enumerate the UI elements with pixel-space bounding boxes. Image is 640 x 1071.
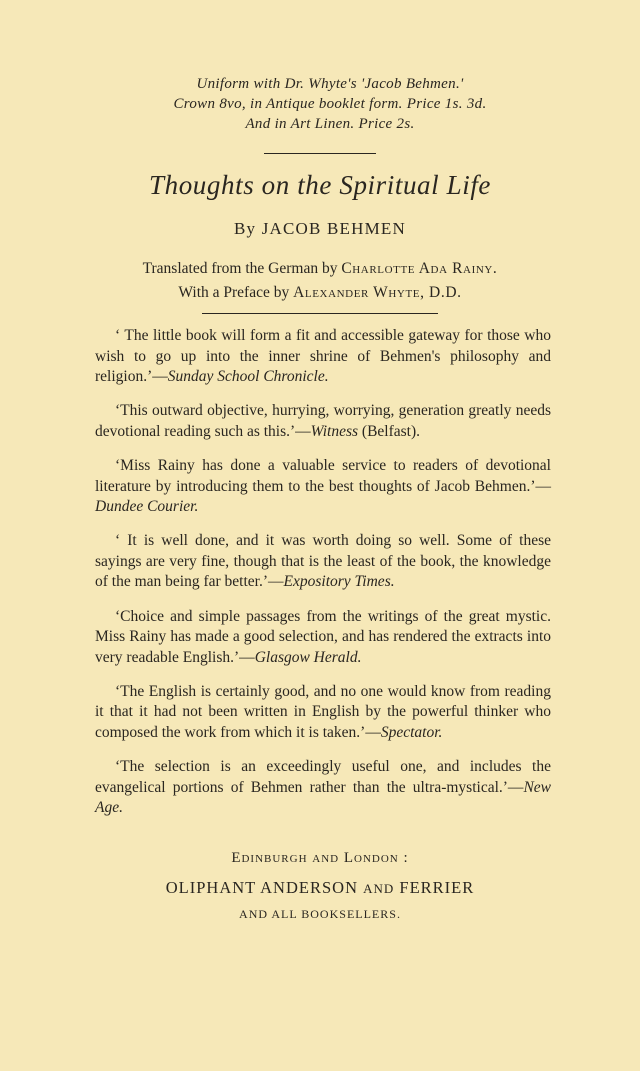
preface-author: Alexander Whyte, D.D.	[293, 284, 462, 301]
review-text: ‘This outward objective, hurrying, worrying, generation greatly needs devotional reading such as this.’—	[95, 402, 551, 440]
review-source-suffix: (Belfast).	[358, 422, 421, 440]
review-source: Glasgow Herald.	[254, 648, 362, 666]
review-text: ‘The selection is an exceedingly useful one, and includes the evangelical portions of Behmen rather than the ultra-mystical.’—	[95, 758, 551, 796]
author-line: By JACOB BEHMEN	[234, 219, 406, 238]
review-source: New Age.	[95, 778, 551, 817]
review-quote	[95, 401, 551, 442]
notice-line-1: Uniform with Dr. Whyte's 'Jacob Behmen.'	[196, 76, 464, 92]
preface-prefix: With a Preface by	[178, 284, 290, 301]
divider-short	[264, 153, 376, 154]
preface-line	[0, 281, 640, 305]
review-text: ‘The English is certainly good, and no one would know from reading it that it had not been written in English by the powerful thinker who composed the work from which it is taken.’—	[95, 682, 551, 741]
book-title: Thoughts on the Spiritual Life	[148, 170, 492, 200]
publisher-name-a: OLIPHANT ANDERSON	[165, 878, 364, 897]
review-source: Sunday School Chronicle.	[167, 368, 329, 386]
publisher-name	[0, 878, 640, 898]
translation-credits	[0, 257, 640, 305]
publisher-name-b: FERRIER	[394, 878, 475, 897]
review-quote	[95, 607, 551, 669]
translator-name: Charlotte Ada Rainy.	[341, 260, 498, 277]
review-text: ‘ The little book will form a fit and accessible gateway for those who wish to go up into the inner shrine of Behmen's philosophy and religion.’—	[95, 327, 551, 386]
uniform-edition-notice	[0, 74, 640, 134]
review-quote	[95, 456, 551, 518]
review-text: ‘Choice and simple passages from the writings of the great mystic. Miss Rainy has made a good selection, and has rendered the extracts into very readable English.’—	[95, 607, 551, 666]
divider-long	[202, 313, 438, 314]
review-quote	[95, 326, 551, 388]
review-list	[95, 326, 551, 832]
review-source: Expository Times.	[283, 573, 395, 591]
review-quote	[95, 531, 551, 593]
review-source: Spectator.	[380, 724, 443, 741]
publisher-and: AND	[363, 881, 395, 896]
review-text: ‘ It is well done, and it was worth doing so well. Some of these sayings are very fine, though that is the least of the book, the knowledge of the man being far better.’—	[95, 532, 551, 591]
notice-line-2: Crown 8vo, in Antique booklet form. Price 1s. 3d.	[173, 96, 487, 112]
translator-prefix: Translated from the German by	[142, 260, 338, 277]
review-quote	[95, 682, 551, 744]
imprint-place: Edinburgh and London :	[231, 850, 409, 866]
review-source: Witness	[310, 422, 359, 440]
review-text: ‘Miss Rainy has done a valuable service to readers of devotional literature by introducing them to the best thoughts of Jacob Behmen.’—	[95, 456, 551, 495]
notice-line-3: And in Art Linen. Price 2s.	[245, 116, 415, 132]
translator-line	[0, 257, 640, 281]
review-quote	[95, 757, 551, 819]
booksellers-line: AND ALL BOOKSELLERS.	[239, 907, 401, 921]
review-source: Dundee Courier.	[95, 498, 199, 516]
